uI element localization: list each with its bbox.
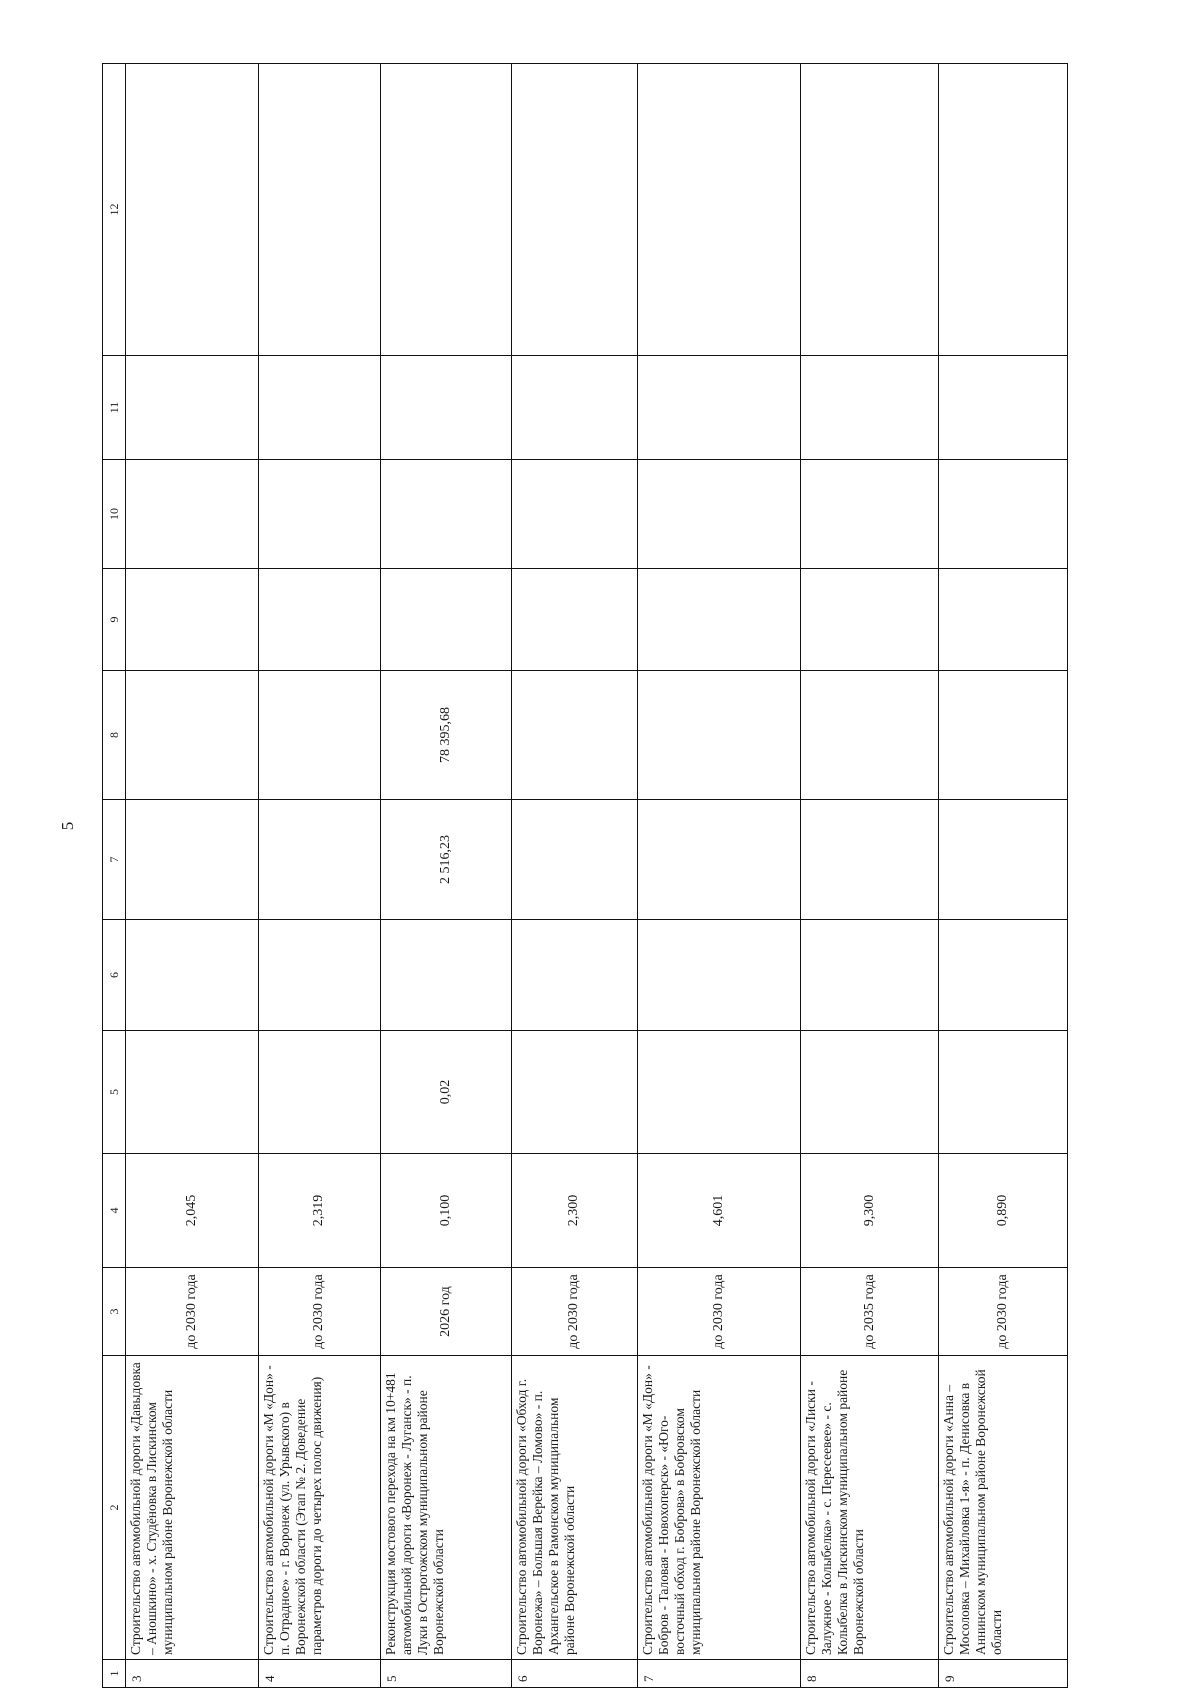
header-cell-8: 8 bbox=[103, 671, 126, 800]
cell-col-10 bbox=[939, 460, 1068, 569]
cell-col-11 bbox=[801, 356, 939, 460]
cell-col-7 bbox=[126, 800, 259, 920]
cell-col-7 bbox=[801, 800, 939, 920]
header-cell-12: 12 bbox=[103, 64, 126, 356]
cell-col-5: 0,02 bbox=[381, 1031, 512, 1154]
cell-col-4: 0,890 bbox=[939, 1154, 1068, 1268]
header-cell-4: 4 bbox=[103, 1154, 126, 1268]
project-term: до 2030 года bbox=[512, 1268, 638, 1356]
cell-col-9 bbox=[637, 569, 800, 671]
row-number: 7 bbox=[637, 1660, 800, 1688]
road-projects-table bbox=[102, 63, 1068, 1688]
cell-col-5 bbox=[126, 1031, 259, 1154]
header-cell-10: 10 bbox=[103, 460, 126, 569]
row-number: 3 bbox=[126, 1660, 259, 1688]
project-term: до 2030 года bbox=[126, 1268, 259, 1356]
project-name: Строительство автомобильной дороги «М «Дон» - п. Отрадное» - г. Воронеж (ул. Урывского) в Воронежской области (Этап № 2. Доведение параметров дороги до четырех полос движения) bbox=[258, 1356, 381, 1660]
cell-col-8 bbox=[512, 671, 638, 800]
header-cell-5: 5 bbox=[103, 1031, 126, 1154]
cell-col-11 bbox=[126, 356, 259, 460]
table-row bbox=[258, 64, 381, 1688]
cell-col-7 bbox=[637, 800, 800, 920]
cell-col-7 bbox=[258, 800, 381, 920]
cell-col-11 bbox=[512, 356, 638, 460]
row-number: 9 bbox=[939, 1660, 1068, 1688]
cell-col-11 bbox=[258, 356, 381, 460]
table-row bbox=[126, 64, 259, 1688]
cell-col-9 bbox=[381, 569, 512, 671]
cell-col-8: 78 395,68 bbox=[381, 671, 512, 800]
cell-col-9 bbox=[126, 569, 259, 671]
project-name: Строительство автомобильной дороги «Обход г. Воронежа» – Большая Верейка – Ломово» - п. Архангельское в Рамонском муниципальном районе Воронежской области bbox=[512, 1356, 638, 1660]
project-term: до 2030 года bbox=[258, 1268, 381, 1356]
header-cell-9: 9 bbox=[103, 569, 126, 671]
project-term: 2026 год bbox=[381, 1268, 512, 1356]
cell-col-12 bbox=[258, 64, 381, 356]
header-cell-1: 1 bbox=[103, 1660, 126, 1688]
cell-col-8 bbox=[637, 671, 800, 800]
cell-col-5 bbox=[512, 1031, 638, 1154]
cell-col-5 bbox=[637, 1031, 800, 1154]
cell-col-4: 9,300 bbox=[801, 1154, 939, 1268]
header-cell-3: 3 bbox=[103, 1268, 126, 1356]
cell-col-8 bbox=[126, 671, 259, 800]
table-row bbox=[381, 64, 512, 1688]
cell-col-4: 0,100 bbox=[381, 1154, 512, 1268]
cell-col-9 bbox=[512, 569, 638, 671]
cell-col-12 bbox=[381, 64, 512, 356]
header-row bbox=[103, 64, 126, 1688]
cell-col-6 bbox=[637, 920, 800, 1031]
cell-col-6 bbox=[801, 920, 939, 1031]
cell-col-5 bbox=[801, 1031, 939, 1154]
project-name: Строительство автомобильной дороги «Давыдовка – Аношкино» - х. Студёновка в Лискинском муниципальном районе Воронежской области bbox=[126, 1356, 259, 1660]
table-sheet bbox=[102, 64, 1068, 1688]
cell-col-11 bbox=[637, 356, 800, 460]
project-name: Реконструкция мостового перехода на км 10+481 автомобильной дороги «Воронеж - Луганск» - п. Луки в Острогожском муниципальном районе Воронежской области bbox=[381, 1356, 512, 1660]
header-cell-7: 7 bbox=[103, 800, 126, 920]
cell-col-4: 4,601 bbox=[637, 1154, 800, 1268]
cell-col-4: 2,319 bbox=[258, 1154, 381, 1268]
table-row bbox=[512, 64, 638, 1688]
cell-col-10 bbox=[126, 460, 259, 569]
row-number: 6 bbox=[512, 1660, 638, 1688]
page-number: 5 bbox=[58, 821, 77, 831]
project-term: до 2030 года bbox=[939, 1268, 1068, 1356]
table-row bbox=[939, 64, 1068, 1688]
cell-col-12 bbox=[512, 64, 638, 356]
cell-col-6 bbox=[381, 920, 512, 1031]
cell-col-6 bbox=[258, 920, 381, 1031]
project-name: Строительство автомобильной дороги «Анна – Мосоловка – Михайловка 1-я» - п. Денисовка в Аннинском муниципальном районе Воронежской области bbox=[939, 1356, 1068, 1660]
header-cell-6: 6 bbox=[103, 920, 126, 1031]
header-cell-2: 2 bbox=[103, 1356, 126, 1660]
cell-col-9 bbox=[258, 569, 381, 671]
cell-col-12 bbox=[939, 64, 1068, 356]
row-number: 8 bbox=[801, 1660, 939, 1688]
cell-col-8 bbox=[801, 671, 939, 800]
cell-col-4: 2,045 bbox=[126, 1154, 259, 1268]
project-name: Строительство автомобильной дороги «Лиски - Залужное - Колыбелка» - с. Пересеевее» - с. Колыбелка в Лискинском муниципальном районе Воронежской области bbox=[801, 1356, 939, 1660]
cell-col-7 bbox=[512, 800, 638, 920]
cell-col-10 bbox=[381, 460, 512, 569]
cell-col-5 bbox=[939, 1031, 1068, 1154]
cell-col-8 bbox=[939, 671, 1068, 800]
project-term: до 2035 года bbox=[801, 1268, 939, 1356]
cell-col-12 bbox=[637, 64, 800, 356]
cell-col-10 bbox=[637, 460, 800, 569]
cell-col-8 bbox=[258, 671, 381, 800]
cell-col-5 bbox=[258, 1031, 381, 1154]
cell-col-9 bbox=[939, 569, 1068, 671]
table-row bbox=[637, 64, 800, 1688]
row-number: 4 bbox=[258, 1660, 381, 1688]
project-name: Строительство автомобильной дороги «М «Дон» - Бобров - Таловая - Новохоперск» - «Юго-восточный обход г. Боброва» в Бобровском муниципальном районе Воронежской области bbox=[637, 1356, 800, 1660]
cell-col-10 bbox=[512, 460, 638, 569]
cell-col-7: 2 516,23 bbox=[381, 800, 512, 920]
cell-col-6 bbox=[126, 920, 259, 1031]
project-term: до 2030 года bbox=[637, 1268, 800, 1356]
row-number: 5 bbox=[381, 1660, 512, 1688]
cell-col-10 bbox=[258, 460, 381, 569]
cell-col-4: 2,300 bbox=[512, 1154, 638, 1268]
rotated-table-container bbox=[102, 64, 1068, 1688]
cell-col-11 bbox=[939, 356, 1068, 460]
table-row bbox=[801, 64, 939, 1688]
cell-col-12 bbox=[126, 64, 259, 356]
header-cell-11: 11 bbox=[103, 356, 126, 460]
cell-col-7 bbox=[939, 800, 1068, 920]
cell-col-12 bbox=[801, 64, 939, 356]
cell-col-9 bbox=[801, 569, 939, 671]
cell-col-6 bbox=[939, 920, 1068, 1031]
cell-col-6 bbox=[512, 920, 638, 1031]
cell-col-10 bbox=[801, 460, 939, 569]
cell-col-11 bbox=[381, 356, 512, 460]
